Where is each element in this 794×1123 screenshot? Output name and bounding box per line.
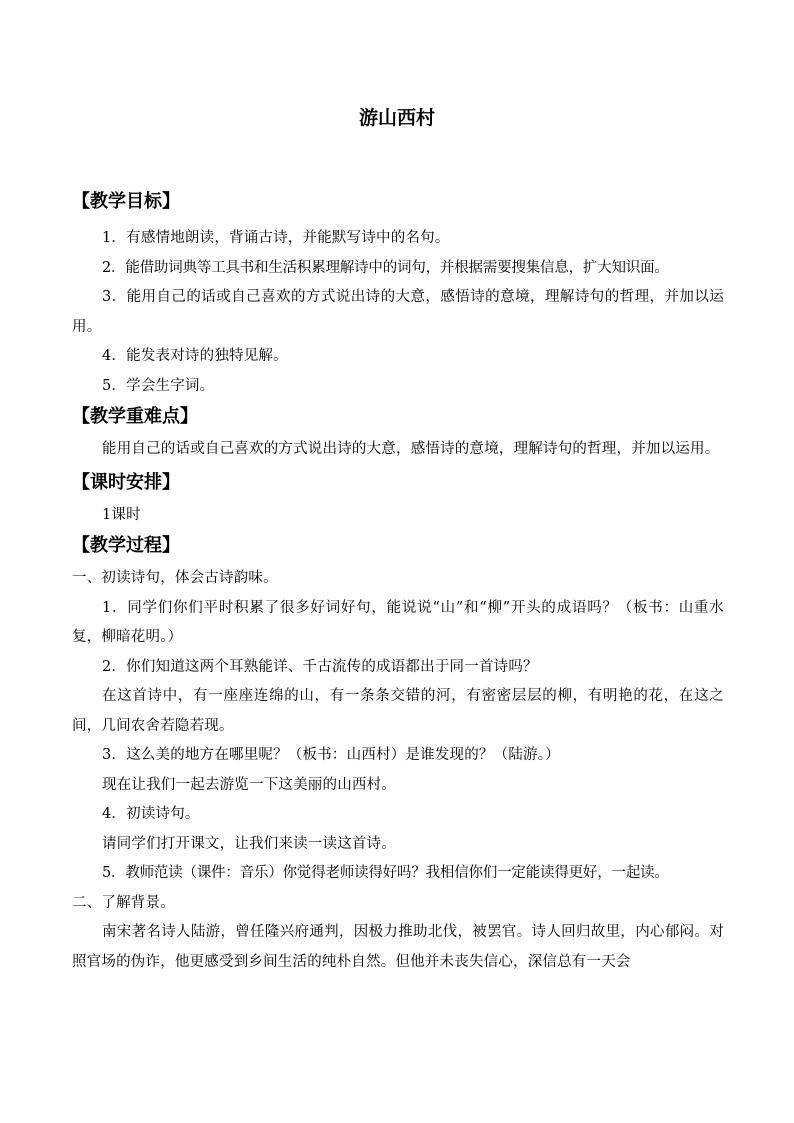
process-paragraph: 在这首诗中，有一座座连绵的山，有一条条交错的河，有密密层层的柳，有明艳的花，在这之间，几间农舍若隐若现。 [72, 688, 724, 734]
process-paragraph: 请同学们打开课文，让我们来读一读这首诗。 [102, 835, 396, 852]
process-paragraph: 3．这么美的地方在哪里呢？（板书：山西村）是谁发现的？（陆游。） [102, 747, 560, 763]
objective-item-1: 1．有感情地朗读，背诵古诗，并能默写诗中的名句。 [102, 230, 450, 246]
document-body [72, 186, 724, 977]
section-heading-schedule: 【课时安排】 [72, 471, 180, 493]
document-title: 游山西村 [358, 107, 435, 129]
schedule-text: 1课时 [102, 506, 141, 523]
objective-item-2: 2．能借助词典等工具书和生活积累理解诗中的词句，并根据需要搜集信息，扩大知识面。 [102, 259, 669, 276]
key-points-text: 能用自己的话或自己喜欢的方式说出诗的大意，感悟诗的意境，理解诗句的哲理，并加以运用。 [102, 441, 720, 457]
section-heading-process: 【教学过程】 [72, 535, 180, 556]
process-step-heading-1: 一、初读诗句，体会古诗韵味。 [72, 570, 278, 586]
process-paragraph: 2．你们知道这两个耳熟能详、千古流传的成语都出于同一首诗吗？ [102, 658, 538, 675]
process-paragraph: 现在让我们一起去游览一下这美丽的山西村。 [102, 776, 396, 793]
objective-item-4: 4．能发表对诗的独特见解。 [102, 348, 288, 364]
process-paragraph: 南宋著名诗人陆游，曾任隆兴府通判，因极力推助北伐，被罢官。诗人回归故里，内心郁闷。对照官场的伪诈，他更感受到乡间生活的纯朴自然。但他并未丧失信心，深信总有一天会 [72, 924, 724, 970]
section-heading-key-points: 【教学重难点】 [72, 406, 198, 427]
process-paragraph: 4．初读诗句。 [102, 806, 200, 822]
process-step-heading-2: 二、了解背景。 [72, 894, 175, 911]
objective-item-3: 3．能用自己的话或自己喜欢的方式说出诗的大意，感悟诗的意境，理解诗句的哲理，并加以运用。 [72, 289, 724, 335]
objective-item-5: 5．学会生字词。 [102, 377, 215, 394]
section-heading-objectives: 【教学目标】 [72, 191, 180, 212]
process-paragraph: 1．同学们你们平时积累了很多好词好句，能说说“山”和“柳”开头的成语吗？（板书：山重水复，柳暗花明。） [72, 599, 724, 645]
process-paragraph: 5．教师范读（课件：音乐）你觉得老师读得好吗？我相信你们一定能读得更好，一起读。 [102, 865, 669, 881]
